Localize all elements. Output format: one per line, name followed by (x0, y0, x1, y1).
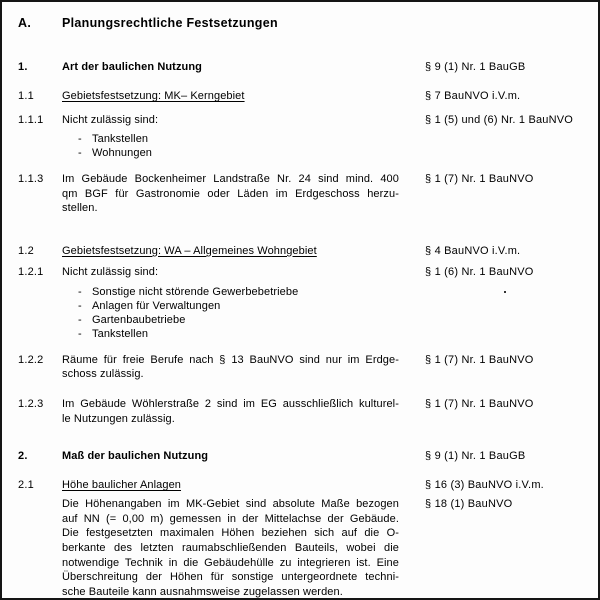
list-item-label: Gartenbaubetriebe (92, 313, 186, 326)
section-1-2-1-text: Nicht zulässig sind: (62, 265, 159, 278)
section-1-2-3-legal-ref: § 1 (7) Nr. 1 BauNVO (425, 397, 534, 410)
section-2-number: 2. (18, 450, 28, 463)
section-2-1-text (62, 497, 399, 599)
section-1-2-3 (18, 397, 585, 426)
section-1-2-2-text (62, 353, 399, 382)
text-line: Überschreitung der Höhen für sonstige untergeordnete techni- (62, 571, 399, 584)
section-2-1 (18, 478, 585, 493)
section-1-1 (18, 89, 585, 104)
text-line: stellen. (62, 202, 98, 215)
dash-marker: - (78, 299, 82, 312)
header-number: A. (18, 16, 32, 30)
section-1-1-1-text: Nicht zulässig sind: (62, 114, 159, 126)
text-line: sche Bauteile kann ausnahmsweise zugelassen werden. (62, 585, 343, 598)
section-1-title: Art der baulichen Nutzung (62, 61, 202, 73)
section-1-2-1-legal-ref: § 1 (6) Nr. 1 BauNVO (425, 265, 534, 278)
list-item-label: Wohnungen (92, 147, 153, 159)
section-2-1-title: Höhe baulicher Anlagen (62, 479, 182, 492)
list-item (62, 313, 399, 327)
text-line: Im Gebäude Bockenheimer Landstraße Nr. 24 sind mind. 400 (62, 173, 399, 185)
section-1-1-3 (18, 172, 585, 216)
section-1-1-title: Gebietsfestsetzung: MK– Kerngebiet (62, 90, 245, 102)
list-item (62, 132, 399, 146)
section-1-number: 1. (18, 61, 28, 73)
section-2-1-number: 2.1 (18, 479, 34, 492)
section-1-1-1-legal-ref: § 1 (5) und (6) Nr. 1 BauNVO (425, 114, 574, 126)
section-2-1-legal-ref-2: § 18 (1) BauNVO (425, 498, 513, 511)
list-item (62, 299, 399, 313)
text-line: berkante des letzten raumabschließenden Bauteils, wobei die (62, 541, 399, 554)
list-item (62, 146, 399, 160)
section-1-1-3-legal-ref: § 1 (7) Nr. 1 BauNVO (425, 173, 534, 185)
section-2 (18, 449, 585, 464)
section-1-1-3-number: 1.1.3 (18, 173, 44, 185)
section-1-1-legal-ref: § 7 BauNVO i.V.m. (425, 90, 521, 102)
text-line: le Nutzungen zulässig. (62, 412, 175, 425)
section-1-2-1 (18, 265, 585, 280)
section-2-title: Maß der baulichen Nutzung (62, 450, 209, 463)
page-title: Planungsrechtliche Festsetzungen (62, 16, 278, 30)
section-1-legal-ref: § 9 (1) Nr. 1 BauGB (425, 61, 526, 73)
section-1-2-1-number: 1.2.1 (18, 265, 44, 278)
list-item-label: Tankstellen (92, 327, 149, 340)
section-2-1-paragraph (18, 497, 585, 599)
section-1-2-2-legal-ref: § 1 (7) Nr. 1 BauNVO (425, 353, 534, 366)
section-1-2-2-number: 1.2.2 (18, 353, 44, 366)
dash-marker: - (78, 133, 82, 145)
list-item (62, 285, 399, 299)
section-2-1-legal-ref: § 16 (3) BauNVO i.V.m. (425, 479, 544, 492)
wa-prohibited-list (18, 285, 585, 341)
dash-marker: - (78, 327, 82, 340)
section-1-2-title: Gebietsfestsetzung: WA – Allgemeines Wohngebiet (62, 244, 317, 257)
section-1-2-3-text (62, 397, 399, 426)
text-line: notwendige Technik in die Gebäudehülle zu integrieren ist. Eine (62, 556, 399, 569)
list-item-label: Tankstellen (92, 133, 149, 145)
section-1-2-3-number: 1.2.3 (18, 397, 44, 410)
section-1-2-legal-ref: § 4 BauNVO i.V.m. (425, 244, 521, 257)
text-line: Räume für freie Berufe nach § 13 BauNVO sind nur im Erdge- (62, 353, 399, 366)
section-1-2 (18, 244, 585, 259)
section-2-legal-ref: § 9 (1) Nr. 1 BauGB (425, 450, 526, 463)
dash-marker: - (78, 147, 82, 159)
text-line: Im Gebäude Wöhlerstraße 2 sind im EG ausschließlich kulturel- (62, 397, 399, 410)
section-1-1-number: 1.1 (18, 90, 34, 102)
mk-prohibited-list (18, 132, 585, 160)
text-line: schoss zulässig. (62, 368, 144, 381)
document-header (18, 15, 585, 31)
section-1-1-3-text (62, 172, 399, 216)
text-line: Die Höhenangaben im MK-Gebiet sind absolute Maße bezogen (62, 498, 399, 511)
text-line: qm BGF für Gastronomie oder Läden im Erdgeschoss herzu- (62, 187, 399, 200)
scan-speck (504, 291, 506, 293)
list-item-label: Anlagen für Verwaltungen (92, 299, 221, 312)
list-item (62, 327, 399, 341)
text-line: auf NN (= 0,00 m) gemessen in der Mittelachse der Gebäude. (62, 512, 399, 525)
text-line: Die festgesetzten maximalen Höhen beziehen sich auf die O- (62, 527, 399, 540)
section-1-1-1 (18, 113, 585, 128)
list-item-label: Sonstige nicht störende Gewerbebetriebe (92, 285, 299, 298)
dash-marker: - (78, 285, 82, 298)
section-1 (18, 60, 585, 75)
section-1-2-number: 1.2 (18, 244, 34, 257)
dash-marker: - (78, 313, 82, 326)
section-1-2-2 (18, 353, 585, 382)
section-1-1-1-number: 1.1.1 (18, 114, 44, 126)
